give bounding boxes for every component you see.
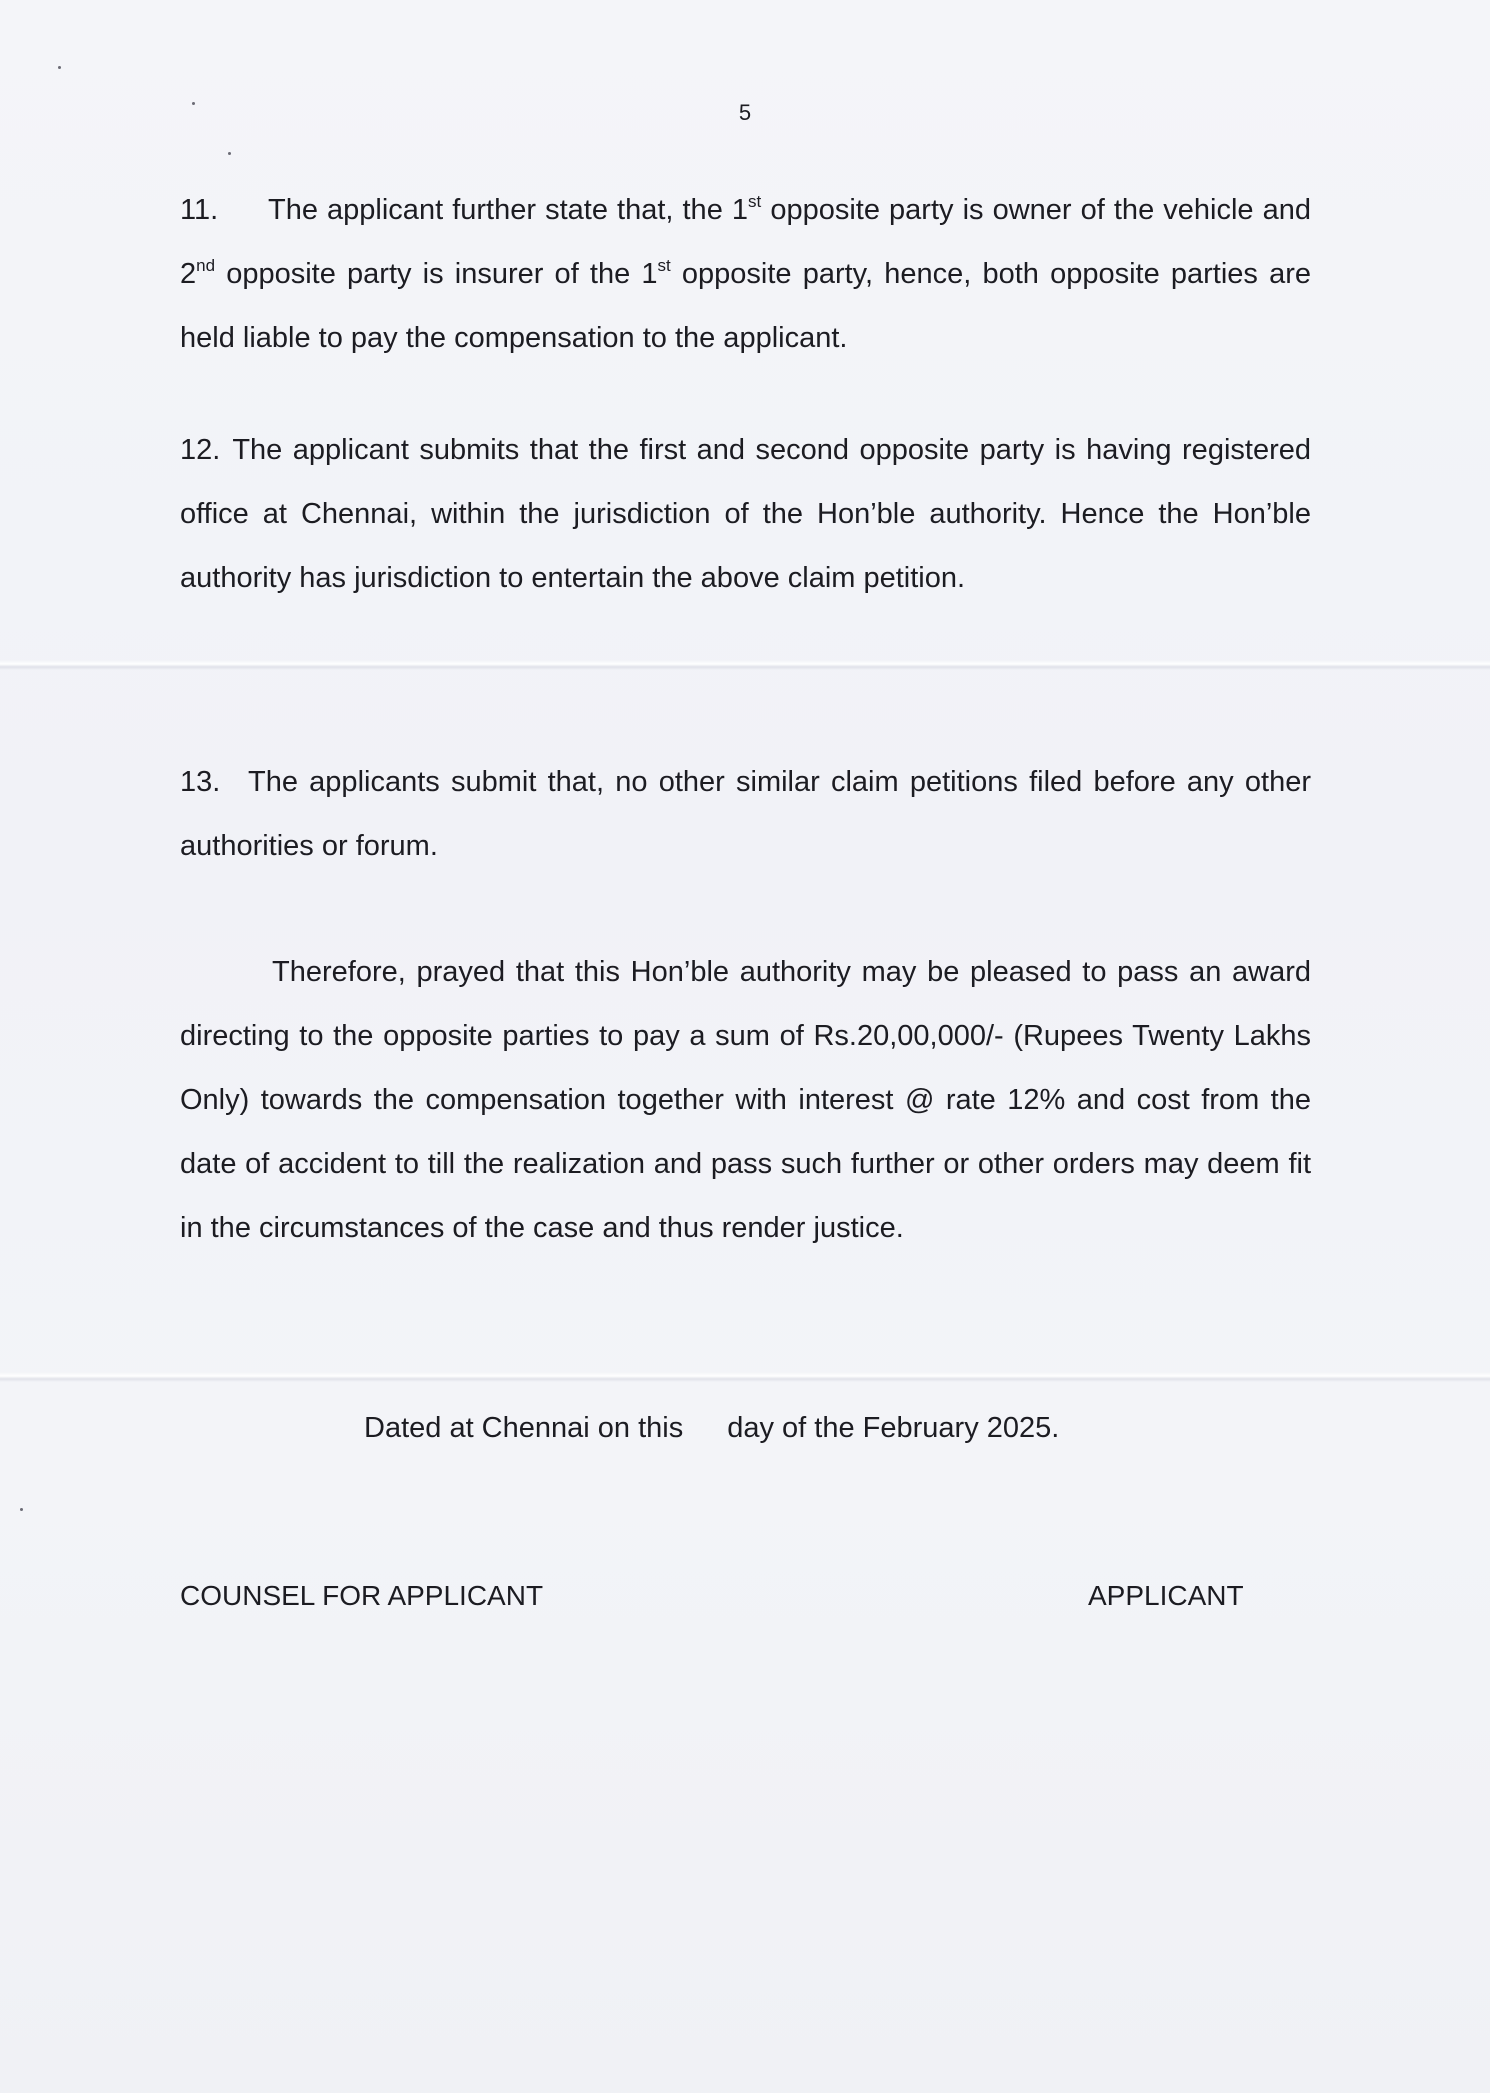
scan-speck bbox=[228, 152, 231, 155]
page-number: 5 bbox=[738, 100, 752, 125]
superscript: nd bbox=[196, 256, 216, 275]
paragraph-11 bbox=[180, 178, 1311, 370]
superscript: st bbox=[748, 192, 762, 211]
paragraph-number: 12. bbox=[180, 434, 221, 466]
paragraph-number: 11. bbox=[180, 194, 219, 226]
paragraph-number: 13. bbox=[180, 766, 221, 798]
superscript: st bbox=[657, 256, 671, 275]
paragraph-text: opposite party is insurer of the 1 bbox=[215, 258, 658, 290]
paper-fold-line bbox=[0, 1372, 1490, 1382]
paragraph-text: opposite party is owner of the vehicle and 2 bbox=[180, 194, 1311, 290]
paragraph-text: The applicant submits that the first and second opposite party is having registered office at Chennai, within the jurisdiction of the Hon’ble authority. Hence the Hon’ble authority has jurisdiction to entertain the above claim petition. bbox=[180, 434, 1311, 594]
paragraph-13 bbox=[180, 750, 1311, 878]
prayer-paragraph: Therefore, prayed that this Hon’ble authority may be pleased to pass an award directing to the opposite parties to pay a sum of Rs.20,00,000/- (Rupees Twenty Lakhs Only) towards the compensation together with interest @ rate 12% and cost from the date of accident to till the realization and pass such further or other orders may deem fit in the circumstances of the case and thus render justice. bbox=[180, 956, 1311, 1244]
scan-speck bbox=[20, 1508, 23, 1511]
dated-text: Dated at Chennai on this bbox=[364, 1412, 684, 1444]
paper-fold-line bbox=[0, 660, 1490, 670]
paragraph-12 bbox=[180, 418, 1311, 610]
scan-speck bbox=[58, 66, 61, 69]
paragraph-text: opposite party, hence, both opposite parties are held liable to pay the compensation to the applicant. bbox=[180, 258, 1311, 354]
paragraph-text: The applicants submit that, no other similar claim petitions filed before any other authorities or forum. bbox=[180, 766, 1311, 862]
dated-line bbox=[364, 1396, 1059, 1460]
dated-text: day of the February 2025. bbox=[727, 1412, 1060, 1444]
paragraph-text: The applicant further state that, the 1 bbox=[268, 194, 749, 226]
applicant-signature-label: APPLICANT bbox=[1088, 1580, 1244, 1611]
counsel-signature-label: COUNSEL FOR APPLICANT bbox=[180, 1580, 544, 1611]
